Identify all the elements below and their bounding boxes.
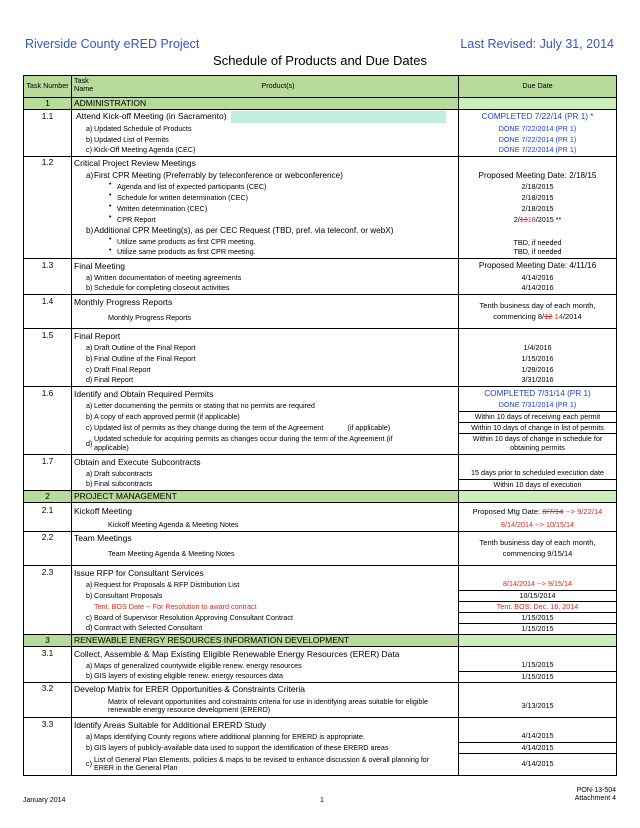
product-due: TBD, if needed <box>459 237 617 248</box>
table-row <box>24 503 617 520</box>
product-item: Monthly Progress Reports <box>72 309 459 329</box>
product-item: c) Board of Supervisor Resolution Approving Consultant Contract <box>72 613 459 624</box>
product-item: c) Draft Final Report <box>72 365 459 376</box>
product-due: 2/18/2015 <box>459 182 617 193</box>
product-due: 1/4/2016 <box>459 343 617 354</box>
table-row <box>24 387 617 401</box>
product-item: b) Final Outline of the Final Report <box>72 354 459 365</box>
table-row <box>24 520 617 532</box>
table-row <box>24 365 617 376</box>
task-number: 1.7 <box>24 455 72 469</box>
task-due: Tenth business day of each month, commencing 8/12 14/2014 <box>459 295 617 329</box>
section-row <box>24 98 617 110</box>
product-due: DONE 7/22/2014 (PR 1) <box>459 124 617 135</box>
product-due: Within 10 days of change in list of permits <box>459 423 617 434</box>
product-due: 2/1318/2015 ** <box>459 215 617 226</box>
task-title: Issue RFP for Consultant Services <box>72 566 459 580</box>
table-row <box>24 170 617 182</box>
product-due: DONE 7/22/2014 (PR 1) <box>459 146 617 157</box>
table-row <box>24 732 617 743</box>
task-title: Critical Project Review Meetings <box>72 157 459 170</box>
schedule-table <box>23 75 617 776</box>
table-row <box>24 237 617 248</box>
task-number: 1.6 <box>24 387 72 401</box>
task-due: COMPLETED 7/22/14 (PR 1) * <box>459 110 617 124</box>
product-item: a) Request for Proposals & RFP Distribution List <box>72 580 459 591</box>
table-row <box>24 401 617 412</box>
product-item: b) Additional CPR Meeting(s), as per CEC Request (TBD, pref. via teleconf. or webX) <box>72 226 459 237</box>
product-due: 4/14/2015 <box>459 743 617 754</box>
product-due: 4/14/2016 <box>459 284 617 295</box>
task-title: Final Report <box>72 329 459 343</box>
task-number: 3.3 <box>24 718 72 732</box>
product-subitem: • Written determination (CEC) <box>72 204 459 215</box>
product-item: a) Maps identifying County regions where additional planning for ERERD is appropriate. <box>72 732 459 743</box>
task-number: 1.4 <box>24 295 72 309</box>
table-row <box>24 273 617 284</box>
product-item: Team Meeting Agenda & Meeting Notes <box>72 545 459 566</box>
product-subitem: • Utilize same products as first CPR meeting. <box>72 237 459 248</box>
product-due: Proposed Meeting Date: 2/18/15 <box>459 170 617 182</box>
project-title: Riverside County eRED Project <box>25 37 200 51</box>
table-row <box>24 434 617 455</box>
column-header-products-label: Product(s) <box>261 81 295 91</box>
product-item: a) Letter documenting the permits or stating that no permits are required <box>72 401 459 412</box>
table-row <box>24 343 617 354</box>
task-title: Final Meeting <box>72 259 459 273</box>
product-due: 3/13/2015 <box>459 683 617 718</box>
table-row <box>24 469 617 480</box>
table-row <box>24 566 617 580</box>
section-row <box>24 491 617 503</box>
product-item: d) Contract with Selected Consultant <box>72 624 459 635</box>
product-due: 4/14/2015 <box>459 754 617 776</box>
product-due: Tent. BOS: Dec. 16, 2014 <box>459 602 617 613</box>
column-header-products <box>72 76 459 98</box>
task-number: 1.2 <box>24 157 72 170</box>
table-row <box>24 672 617 683</box>
task-number: 2.2 <box>24 532 72 545</box>
task-number: 2.1 <box>24 503 72 520</box>
page-title: Schedule of Products and Due Dates <box>213 53 427 68</box>
product-due: 8/14/2014 --> 10/15/14 <box>459 520 617 532</box>
table-row <box>24 329 617 343</box>
task-due: Tenth business day of each month, commencing 9/15/14 <box>459 532 617 566</box>
table-row <box>24 455 617 469</box>
task-title: Attend Kick-off Meeting (in Sacramento) <box>72 110 459 124</box>
product-due: 1/15/2015 <box>459 672 617 683</box>
column-header-due-date: Due Date <box>459 76 617 98</box>
product-due: DONE 7/31/2014 (PR 1) <box>459 401 617 412</box>
task-number: 3.2 <box>24 683 72 696</box>
task-due: Proposed Meeting Date: 4/11/16 <box>459 259 617 273</box>
task-title: Identify and Obtain Required Permits <box>72 387 459 401</box>
task-title: Obtain and Execute Subcontracts <box>72 455 459 469</box>
task-number: 3.1 <box>24 647 72 661</box>
table-row <box>24 295 617 309</box>
table-row <box>24 110 617 124</box>
task-title: Kickoff Meeting <box>72 503 459 520</box>
product-item: a) Updated Schedule of Products <box>72 124 459 135</box>
table-row <box>24 215 617 226</box>
table-row <box>24 480 617 491</box>
task-due: COMPLETED 7/31/14 (PR 1) <box>459 387 617 401</box>
product-due: Within 10 days of change in schedule for obtaining permits <box>459 434 617 455</box>
section-row <box>24 635 617 647</box>
table-row <box>24 412 617 423</box>
table-row <box>24 580 617 591</box>
table-row <box>24 182 617 193</box>
task-title: Collect, Assemble & Map Existing Eligible Renewable Energy Resources (ERER) Data <box>72 647 459 661</box>
product-item: a) Written documentation of meeting agreements <box>72 273 459 284</box>
product-due: 2/18/2015 <box>459 204 617 215</box>
product-due: 1/15/2015 <box>459 661 617 672</box>
product-item: b) Updated List of Permits <box>72 135 459 146</box>
table-row <box>24 284 617 295</box>
table-row <box>24 624 617 635</box>
product-subitem: • Schedule for written determination (CEC) <box>72 193 459 204</box>
product-item: b) Final subcontracts <box>72 480 459 491</box>
task-number: 1.5 <box>24 329 72 343</box>
product-due: 3/31/2016 <box>459 376 617 387</box>
table-row <box>24 661 617 672</box>
product-subitem: • Utilize same products as first CPR meeting. <box>72 248 459 259</box>
table-row <box>24 124 617 135</box>
table-row <box>24 226 617 237</box>
product-item: c) Kick-Off Meeting Agenda (CEC) <box>72 146 459 157</box>
product-due: 4/14/2015 <box>459 732 617 743</box>
last-revised: Last Revised: July 31, 2014 <box>460 37 614 51</box>
section-name: RENEWABLE ENERGY RESOURCES INFORMATION DEVELOPMENT <box>72 635 459 647</box>
product-due: 8/14/2014 --> 9/15/14 <box>459 580 617 591</box>
task-title: Team Meetings <box>72 532 459 545</box>
task-title: Identify Areas Suitable for Additional ERERD Study <box>72 718 459 732</box>
product-item: b) GIS layers of publicly-available data used to support the identification of these ERERD areas <box>72 743 459 754</box>
section-name: PROJECT MANAGEMENT <box>72 491 459 503</box>
product-item: b) Schedule for completing closeout activities <box>72 284 459 295</box>
table-row <box>24 193 617 204</box>
footer-attachment: Attachment 4 <box>574 795 616 803</box>
product-item: b) Consultant Proposals <box>72 591 459 602</box>
footer-reference <box>575 787 616 805</box>
table-row <box>24 602 617 613</box>
product-item: d) Updated schedule for acquiring permits as changes occur during the term of the Agreement (if applicable) <box>72 434 459 455</box>
product-due: 4/14/2016 <box>459 273 617 284</box>
section-number: 2 <box>24 491 72 503</box>
product-item: a) First CPR Meeting (Preferrably by teleconference or webconference) <box>72 170 459 182</box>
table-row <box>24 259 617 273</box>
product-item: b) A copy of each approved permit (if applicable) <box>72 412 459 423</box>
table-row <box>24 146 617 157</box>
product-due: 1/15/2015 <box>459 613 617 624</box>
product-due: 15 days prior to scheduled execution date <box>459 469 617 480</box>
section-due <box>459 491 617 503</box>
product-due: 2/18/2015 <box>459 193 617 204</box>
product-item: b) GIS layers of existing eligible renew. energy resources data <box>72 672 459 683</box>
table-header-row <box>24 76 617 98</box>
table-row <box>24 157 617 170</box>
table-row <box>24 204 617 215</box>
product-item: Kickoff Meeting Agenda & Meeting Notes <box>72 520 459 532</box>
footer-page-number: 1 <box>320 797 324 804</box>
task-number: 1.3 <box>24 259 72 273</box>
product-item: Matrix of relevant opportunities and constraints criteria for use in identifying areas suitable for eligible renewable energy resource development (ERERD) <box>72 696 459 718</box>
section-name: ADMINISTRATION <box>72 98 459 110</box>
product-due: DONE 7/22/2014 (PR 1) <box>459 135 617 146</box>
column-header-task-number: Task Number <box>24 76 72 98</box>
table-row <box>24 718 617 732</box>
task-number: 1.1 <box>24 110 72 124</box>
product-item: c) Updated list of permits as they change during the term of the Agreement (if applicable) <box>72 423 459 434</box>
section-number: 3 <box>24 635 72 647</box>
table-row <box>24 591 617 602</box>
product-subitem: • CPR Report <box>72 215 459 226</box>
table-row <box>24 354 617 365</box>
table-row <box>24 743 617 754</box>
table-row <box>24 754 617 776</box>
footer-code: PON-13-504 <box>576 786 616 794</box>
section-due <box>459 98 617 110</box>
table-row <box>24 376 617 387</box>
product-due: 1/15/2016 <box>459 354 617 365</box>
table-row <box>24 532 617 545</box>
product-item: c) List of General Plan Elements, policies & maps to be revised to enhance discussion & overall planning for ERER in the General Plan <box>72 754 459 776</box>
product-item: d) Final Report <box>72 376 459 387</box>
table-row <box>24 613 617 624</box>
table-row <box>24 647 617 661</box>
task-number: 2.3 <box>24 566 72 580</box>
footer-date: January 2014 <box>23 797 66 804</box>
task-due: Proposed Mtg Date: 8/7/14 --> 9/22/14 <box>459 503 617 520</box>
product-subitem: • Agenda and list of expected participants (CEC) <box>72 182 459 193</box>
product-item: a) Draft subcontracts <box>72 469 459 480</box>
product-item: a) Draft Outline of the Final Report <box>72 343 459 354</box>
product-due: TBD, if needed <box>459 248 617 259</box>
product-due: 10/15/2014 <box>459 591 617 602</box>
table-row <box>24 683 617 696</box>
task-title: Monthly Progress Reports <box>72 295 459 309</box>
product-due: Within 10 days of receiving each permit <box>459 412 617 423</box>
table-row <box>24 423 617 434</box>
section-due <box>459 635 617 647</box>
table-row <box>24 135 617 146</box>
product-due: Within 10 days of execution <box>459 480 617 491</box>
task-title: Develop Matrix for ERER Opportunities & Constraints Criteria <box>72 683 459 696</box>
product-due: 1/29/2016 <box>459 365 617 376</box>
product-due: 1/15/2015 <box>459 624 617 635</box>
table-row <box>24 248 617 259</box>
product-note: Tent. BOS Date -- For Resolution to award contract <box>72 602 459 613</box>
section-number: 1 <box>24 98 72 110</box>
column-header-task-name: Task Name <box>74 76 94 94</box>
product-item: a) Maps of generalized countywide eligible renew. energy resources <box>72 661 459 672</box>
